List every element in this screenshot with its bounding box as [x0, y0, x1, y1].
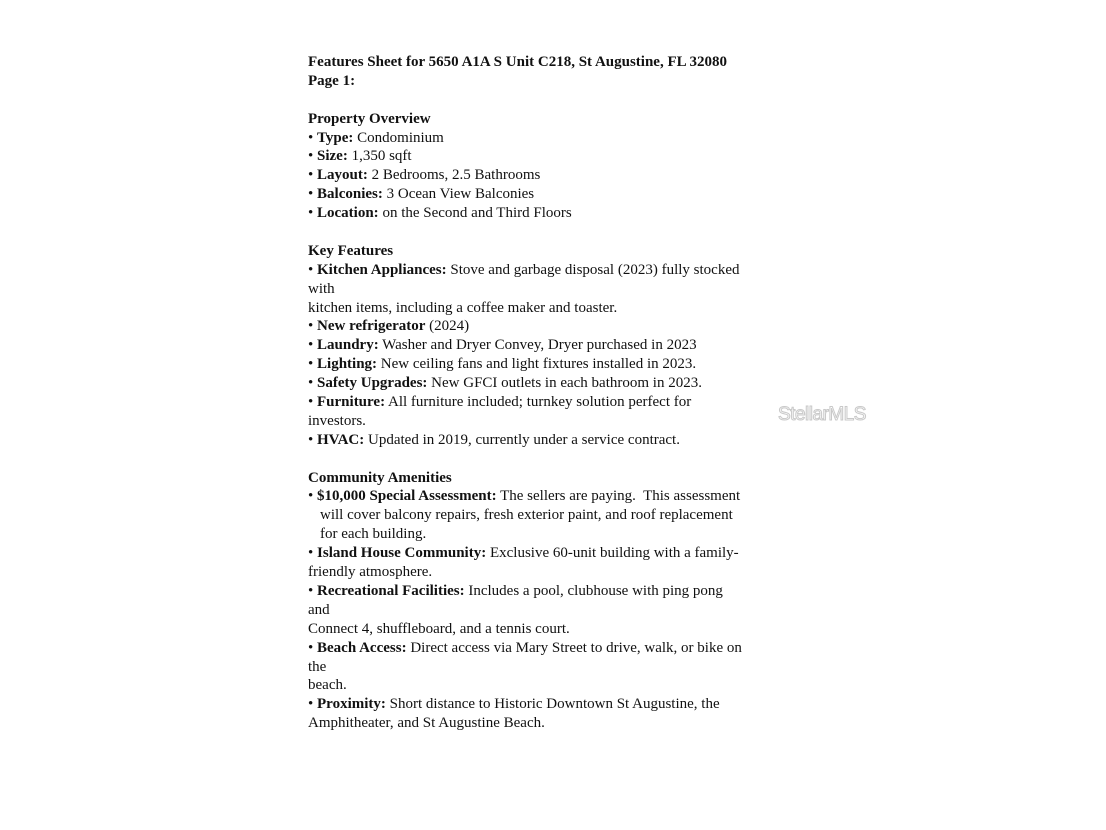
amenity-assessment-line3: for each building. [320, 526, 427, 543]
item-text: Short distance to Historic Downtown St Augustine, the [385, 696, 720, 713]
spacer [308, 223, 808, 242]
bullet: • [308, 431, 318, 448]
amenity-island-house-line2: friendly atmosphere. [308, 564, 433, 581]
item-label: Kitchen Appliances: [317, 261, 447, 278]
amenity-recreation [308, 582, 808, 601]
item-label: $10,000 Special Assessment: [317, 488, 497, 505]
features-document [308, 53, 808, 733]
document-title: Features Sheet for 5650 A1A S Unit C218, St Augustine, FL 32080 [308, 54, 728, 70]
spacer [308, 450, 808, 469]
item-text: Includes a pool, clubhouse with ping pong [464, 582, 723, 599]
item-label: Laundry: [317, 337, 379, 354]
item-text: New ceiling fans and light fixtures installed in 2023. [377, 356, 697, 373]
amenity-beach-access-line2: the [308, 658, 327, 675]
overview-item-location [308, 204, 808, 223]
item-label: Layout: [317, 167, 368, 184]
item-label: New refrigerator [317, 318, 426, 335]
item-text: The sellers are paying. This assessment [496, 488, 741, 505]
feature-laundry [308, 336, 808, 355]
bullet: • [308, 337, 318, 354]
feature-kitchen [308, 261, 808, 280]
amenity-assessment-line2: will cover balcony repairs, fresh exterior paint, and roof replacement [320, 507, 733, 524]
spacer [308, 91, 808, 110]
item-text: Updated in 2019, currently under a service contract. [364, 431, 680, 448]
bullet: • [308, 356, 318, 373]
overview-item-type [308, 129, 808, 148]
bullet: • [308, 639, 318, 656]
page-number: Page 1: [308, 72, 356, 89]
bullet: • [308, 129, 318, 146]
bullet: • [308, 318, 318, 335]
item-label: Type: [317, 129, 354, 146]
feature-kitchen-line3: kitchen items, including a coffee maker and toaster. [308, 299, 618, 316]
item-label: Lighting: [317, 356, 378, 373]
item-text: Condominium [353, 129, 444, 146]
section-heading-key-features: Key Features [308, 242, 394, 259]
item-text: New GFCI outlets in each bathroom in 2023. [427, 375, 702, 392]
item-label: Proximity: [317, 696, 386, 713]
amenity-proximity [308, 695, 808, 714]
bullet: • [308, 582, 318, 599]
overview-item-balconies [308, 185, 808, 204]
feature-lighting [308, 355, 808, 374]
item-label: Location: [317, 205, 379, 222]
amenity-beach-access [308, 639, 808, 658]
amenity-island-house [308, 544, 808, 563]
section-heading-amenities: Community Amenities [308, 469, 452, 486]
item-label: Island House Community: [317, 545, 487, 562]
feature-furniture [308, 393, 808, 412]
item-text: All furniture included; turnkey solution perfect for [385, 394, 692, 411]
bullet: • [308, 696, 318, 713]
item-text: on the Second and Third Floors [378, 205, 572, 222]
item-label: Size: [317, 148, 348, 165]
stellarmls-watermark: StellarMLS [778, 404, 866, 425]
item-text: Exclusive 60-unit building with a family- [486, 545, 739, 562]
feature-refrigerator [308, 317, 808, 336]
bullet: • [308, 261, 318, 278]
item-label: HVAC: [317, 431, 365, 448]
item-label: Beach Access: [317, 639, 407, 656]
item-label: Safety Upgrades: [317, 375, 428, 392]
bullet: • [308, 186, 318, 203]
bullet: • [308, 394, 318, 411]
bullet: • [308, 148, 318, 165]
item-text: 1,350 sqft [347, 148, 412, 165]
item-text: (2024) [425, 318, 470, 335]
feature-hvac [308, 431, 808, 450]
amenity-beach-access-line3: beach. [308, 677, 347, 694]
bullet: • [308, 545, 318, 562]
amenity-assessment [308, 487, 808, 506]
bullet: • [308, 205, 318, 222]
item-text: Stove and garbage disposal (2023) fully stocked [446, 261, 740, 278]
amenity-proximity-line2: Amphitheater, and St Augustine Beach. [308, 715, 545, 732]
amenity-recreation-line2: and [308, 601, 330, 618]
feature-kitchen-line2: with [308, 280, 335, 297]
amenity-recreation-line3: Connect 4, shuffleboard, and a tennis court. [308, 620, 570, 637]
feature-safety [308, 374, 808, 393]
bullet: • [308, 375, 318, 392]
overview-item-size [308, 147, 808, 166]
item-text: Direct access via Mary Street to drive, walk, or bike on [406, 639, 742, 656]
overview-item-layout [308, 166, 808, 185]
section-heading-overview: Property Overview [308, 110, 431, 127]
feature-furniture-line2: investors. [308, 412, 366, 429]
item-text: 3 Ocean View Balconies [382, 186, 535, 203]
item-label: Recreational Facilities: [317, 582, 465, 599]
bullet: • [308, 488, 318, 505]
item-label: Furniture: [317, 394, 386, 411]
item-text: Washer and Dryer Convey, Dryer purchased in 2023 [378, 337, 697, 354]
bullet: • [308, 167, 318, 184]
item-text: 2 Bedrooms, 2.5 Bathrooms [367, 167, 541, 184]
item-label: Balconies: [317, 186, 383, 203]
